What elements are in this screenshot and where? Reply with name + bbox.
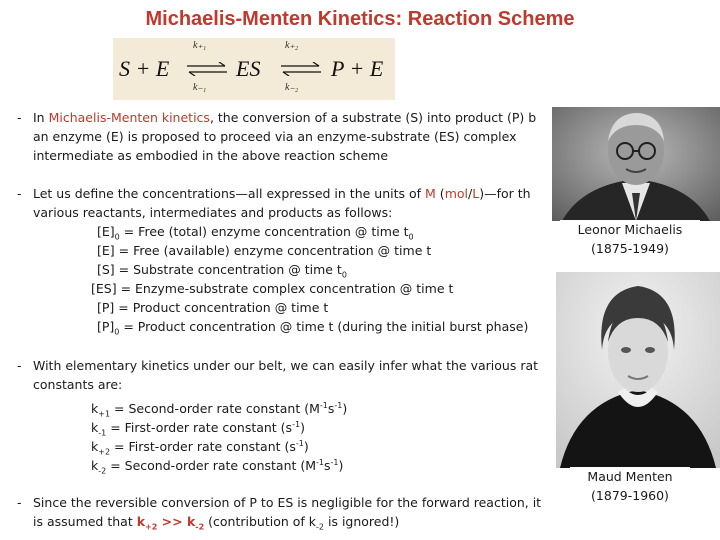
menten-caption [570, 467, 690, 505]
bullet3-line1: With elementary kinetics under our belt, we can easily infer what the various rat [33, 358, 539, 373]
bullet1-line3: intermediate as embodied in the above reaction scheme [33, 148, 389, 163]
rate-constant-row: $k_{+1}$ = Second-order rate constant $(M^{-1}s^{-1})$ [91, 401, 348, 419]
k-minus1-label: k₋₁ [193, 82, 207, 93]
definition-row: $[E]_0$ = Free (total) enzyme concentration @ time $t_0$ [97, 224, 414, 242]
michaelis-years: (1875-1949) [591, 241, 669, 256]
rate-constant-row: $k_{-1}$ = First-order rate constant $(s^{-1})$ [91, 420, 305, 438]
scheme-complex: ES [236, 56, 261, 81]
bullet3-line2: constants are: [33, 377, 123, 392]
reaction-scheme [113, 38, 395, 100]
menten-name: Maud Menten [587, 469, 673, 484]
bullet-dash: - [17, 110, 22, 125]
leonor-michaelis-photo [552, 107, 720, 221]
maud-menten-photo [556, 272, 720, 468]
bullet2-line2: various reactants, intermediates and products as follows: [33, 205, 393, 220]
equilibrium-arrow-2 [279, 62, 323, 76]
bullet4-line1: Since the reversible conversion of P to ES is negligible for the forward reaction, it [33, 495, 542, 510]
bullet-dash: - [17, 358, 22, 373]
k-plus2-label: k₊₂ [285, 40, 299, 51]
bullet1-line2: an enzyme (E) is proposed to proceed via an enzyme-substrate (ES) complex [33, 129, 517, 144]
k-plus1-label: k₊₁ [193, 40, 207, 51]
definition-row: $[P]_0$ = Product concentration @ time t (during the initial burst phase) [97, 319, 529, 337]
scheme-products: P + E [331, 56, 384, 81]
bullet1-line1: In Michaelis-Menten kinetics, the conversion of a substrate (S) into product (P) b [33, 110, 537, 125]
mm-kinetics-highlight: Michaelis-Menten kinetics [48, 110, 210, 125]
rate-constant-row: $k_{-2}$ = Second-order rate constant $(M^{-1}s^{-1})$ [91, 458, 344, 476]
definition-row: [E] = Free (available) enzyme concentration @ time t [97, 243, 432, 258]
scheme-reactants: S + E [119, 56, 170, 81]
definition-row: [ES] = Enzyme-substrate complex concentration @ time t [91, 281, 454, 296]
michaelis-caption [560, 220, 700, 258]
definition-row: [S] = Substrate concentration @ time $t_0$ [97, 262, 347, 280]
bullet2-line1: Let us define the concentrations—all expressed in the units of M (mol/L)—for th [33, 186, 531, 201]
page-title: Michaelis-Menten Kinetics: Reaction Scheme [145, 8, 575, 30]
menten-years: (1879-1960) [591, 488, 669, 503]
k-minus2-label: k₋₂ [285, 82, 299, 93]
bullet4-line2: is assumed that $k_{+2} >> k_{-2}$ (contribution of $k_{-2}$ is ignored!) [33, 514, 400, 532]
equilibrium-arrow-1 [185, 62, 229, 76]
bullet-dash: - [17, 495, 22, 510]
michaelis-name: Leonor Michaelis [577, 222, 683, 237]
bullet-dash: - [17, 186, 22, 201]
definition-row: [P] = Product concentration @ time t [97, 300, 329, 315]
rate-constant-row: $k_{+2}$ = First-order rate constant $(s^{-1})$ [91, 439, 309, 457]
